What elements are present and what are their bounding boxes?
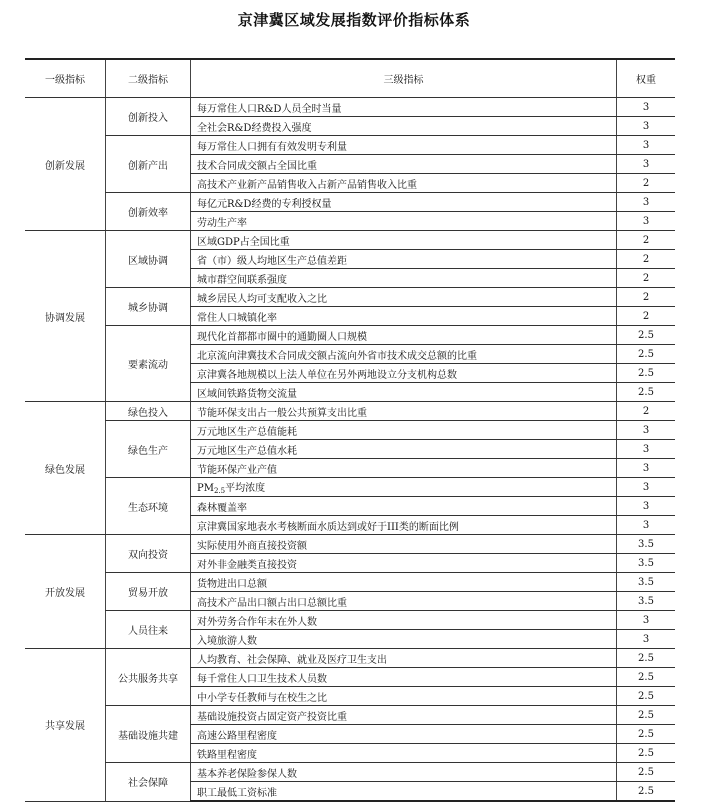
weight-value: 2	[617, 231, 676, 250]
weight-value: 2.5	[617, 649, 676, 668]
weight-value: 3	[617, 421, 676, 440]
weight-value: 2	[617, 307, 676, 326]
weight-value: 3.5	[617, 535, 676, 554]
weight-value: 3	[617, 155, 676, 174]
level3-indicator: 中小学专任教师与在校生之比	[191, 687, 617, 706]
weight-value: 2.5	[617, 725, 676, 744]
level3-indicator: 全社会R&D经费投入强度	[191, 117, 617, 136]
indicator-table	[25, 58, 675, 802]
level1-indicator: 共享发展	[25, 649, 106, 802]
weight-value: 3	[617, 630, 676, 649]
header-weight: 权重	[617, 59, 676, 98]
header-level2: 二级指标	[106, 59, 191, 98]
weight-value: 2.5	[617, 326, 676, 345]
weight-value: 2	[617, 174, 676, 193]
weight-value: 2.5	[617, 744, 676, 763]
weight-value: 3	[617, 193, 676, 212]
level2-indicator: 创新投入	[106, 98, 191, 136]
weight-value: 3	[617, 98, 676, 117]
level3-indicator: 常住人口城镇化率	[191, 307, 617, 326]
table-row	[25, 706, 675, 725]
weight-value: 3	[617, 497, 676, 516]
level3-indicator: 铁路里程密度	[191, 744, 617, 763]
level3-indicator: $PM_{2.5}$平均浓度	[191, 478, 617, 497]
level2-indicator: 生态环境	[106, 478, 191, 535]
table-row	[25, 649, 675, 668]
level2-indicator: 人员往来	[106, 611, 191, 649]
level3-indicator: 入境旅游人数	[191, 630, 617, 649]
level2-indicator: 双向投资	[106, 535, 191, 573]
level3-indicator: 节能环保支出占一般公共预算支出比重	[191, 402, 617, 421]
level3-indicator: 现代化首都都市圈中的通勤圈人口规模	[191, 326, 617, 345]
level3-indicator: 每万常住人口R&D人员全时当量	[191, 98, 617, 117]
level2-indicator: 创新产出	[106, 136, 191, 193]
level3-indicator: 实际使用外商直接投资额	[191, 535, 617, 554]
level1-indicator: 开放发展	[25, 535, 106, 649]
table-body	[25, 98, 675, 802]
weight-value: 3	[617, 478, 676, 497]
weight-value: 3	[617, 136, 676, 155]
weight-value: 2	[617, 250, 676, 269]
weight-value: 2.5	[617, 668, 676, 687]
level2-indicator: 创新效率	[106, 193, 191, 231]
level2-indicator: 公共服务共享	[106, 649, 191, 706]
page-title: 京津冀区域发展指数评价指标体系	[237, 11, 471, 29]
level3-indicator: 基础设施投资占固定资产投资比重	[191, 706, 617, 725]
level3-indicator: 北京流向津冀技术合同成交额占流向外省市技术成交总额的比重	[191, 345, 617, 364]
level3-indicator: 每万常住人口拥有有效发明专利量	[191, 136, 617, 155]
level3-indicator: 高技术产业新产品销售收入占新产品销售收入比重	[191, 174, 617, 193]
weight-value: 2	[617, 288, 676, 307]
header-level1: 一级指标	[25, 59, 106, 98]
level3-indicator: 高技术产品出口额占出口总额比重	[191, 592, 617, 611]
table-row	[25, 611, 675, 630]
level3-indicator: 对外劳务合作年末在外人数	[191, 611, 617, 630]
table-row	[25, 421, 675, 440]
level3-indicator: 劳动生产率	[191, 212, 617, 231]
level3-indicator: 城乡居民人均可支配收入之比	[191, 288, 617, 307]
weight-value: 3.5	[617, 592, 676, 611]
weight-value: 2.5	[617, 687, 676, 706]
level2-indicator: 区域协调	[106, 231, 191, 288]
weight-value: 2.5	[617, 706, 676, 725]
weight-value: 2.5	[617, 364, 676, 383]
table-row	[25, 136, 675, 155]
weight-value: 3	[617, 117, 676, 136]
level3-indicator: 职工最低工资标准	[191, 782, 617, 802]
weight-value: 3	[617, 212, 676, 231]
weight-value: 2	[617, 402, 676, 421]
table-header-row	[25, 59, 675, 98]
level3-indicator: 城市群空间联系强度	[191, 269, 617, 288]
level1-indicator: 协调发展	[25, 231, 106, 402]
level3-indicator: 基本养老保险参保人数	[191, 763, 617, 782]
level2-indicator: 基础设施共建	[106, 706, 191, 763]
level1-indicator: 创新发展	[25, 98, 106, 231]
level3-indicator: 货物进出口总额	[191, 573, 617, 592]
level3-indicator: 森林覆盖率	[191, 497, 617, 516]
weight-value: 3	[617, 611, 676, 630]
level3-indicator: 技术合同成交额占全国比重	[191, 155, 617, 174]
weight-value: 3.5	[617, 573, 676, 592]
table-row	[25, 98, 675, 117]
level3-indicator: 区域GDP占全国比重	[191, 231, 617, 250]
table-row	[25, 535, 675, 554]
table-row	[25, 231, 675, 250]
table-row	[25, 763, 675, 782]
level3-indicator: 省（市）级人均地区生产总值差距	[191, 250, 617, 269]
weight-value: 3	[617, 440, 676, 459]
table-row	[25, 193, 675, 212]
weight-value: 2	[617, 269, 676, 288]
level3-indicator: 节能环保产业产值	[191, 459, 617, 478]
level3-indicator: 每千常住人口卫生技术人员数	[191, 668, 617, 687]
table-row	[25, 402, 675, 421]
weight-value: 2.5	[617, 345, 676, 364]
level3-indicator: 对外非金融类直接投资	[191, 554, 617, 573]
weight-value: 3	[617, 459, 676, 478]
weight-value: 2.5	[617, 383, 676, 402]
level3-indicator: 京津冀各地规模以上法人单位在另外两地设立分支机构总数	[191, 364, 617, 383]
weight-value: 2.5	[617, 782, 676, 802]
table-row	[25, 288, 675, 307]
level2-indicator: 绿色生产	[106, 421, 191, 478]
level3-indicator: 每亿元R&D经费的专利授权量	[191, 193, 617, 212]
weight-value: 2.5	[617, 763, 676, 782]
level3-indicator: 京津冀国家地表水考核断面水质达到或好于III类的断面比例	[191, 516, 617, 535]
level3-indicator: 人均教育、社会保障、就业及医疗卫生支出	[191, 649, 617, 668]
level2-indicator: 绿色投入	[106, 402, 191, 421]
weight-value: 3	[617, 516, 676, 535]
weight-value: 3.5	[617, 554, 676, 573]
table-row	[25, 478, 675, 497]
level3-indicator: 万元地区生产总值水耗	[191, 440, 617, 459]
table-row	[25, 326, 675, 345]
table-row	[25, 573, 675, 592]
header-level3: 三级指标	[191, 59, 617, 98]
level2-indicator: 城乡协调	[106, 288, 191, 326]
level1-indicator: 绿色发展	[25, 402, 106, 535]
level2-indicator: 要素流动	[106, 326, 191, 402]
level3-indicator: 万元地区生产总值能耗	[191, 421, 617, 440]
level2-indicator: 社会保障	[106, 763, 191, 802]
level2-indicator: 贸易开放	[106, 573, 191, 611]
level3-indicator: 高速公路里程密度	[191, 725, 617, 744]
level3-indicator: 区域间铁路货物交流量	[191, 383, 617, 402]
